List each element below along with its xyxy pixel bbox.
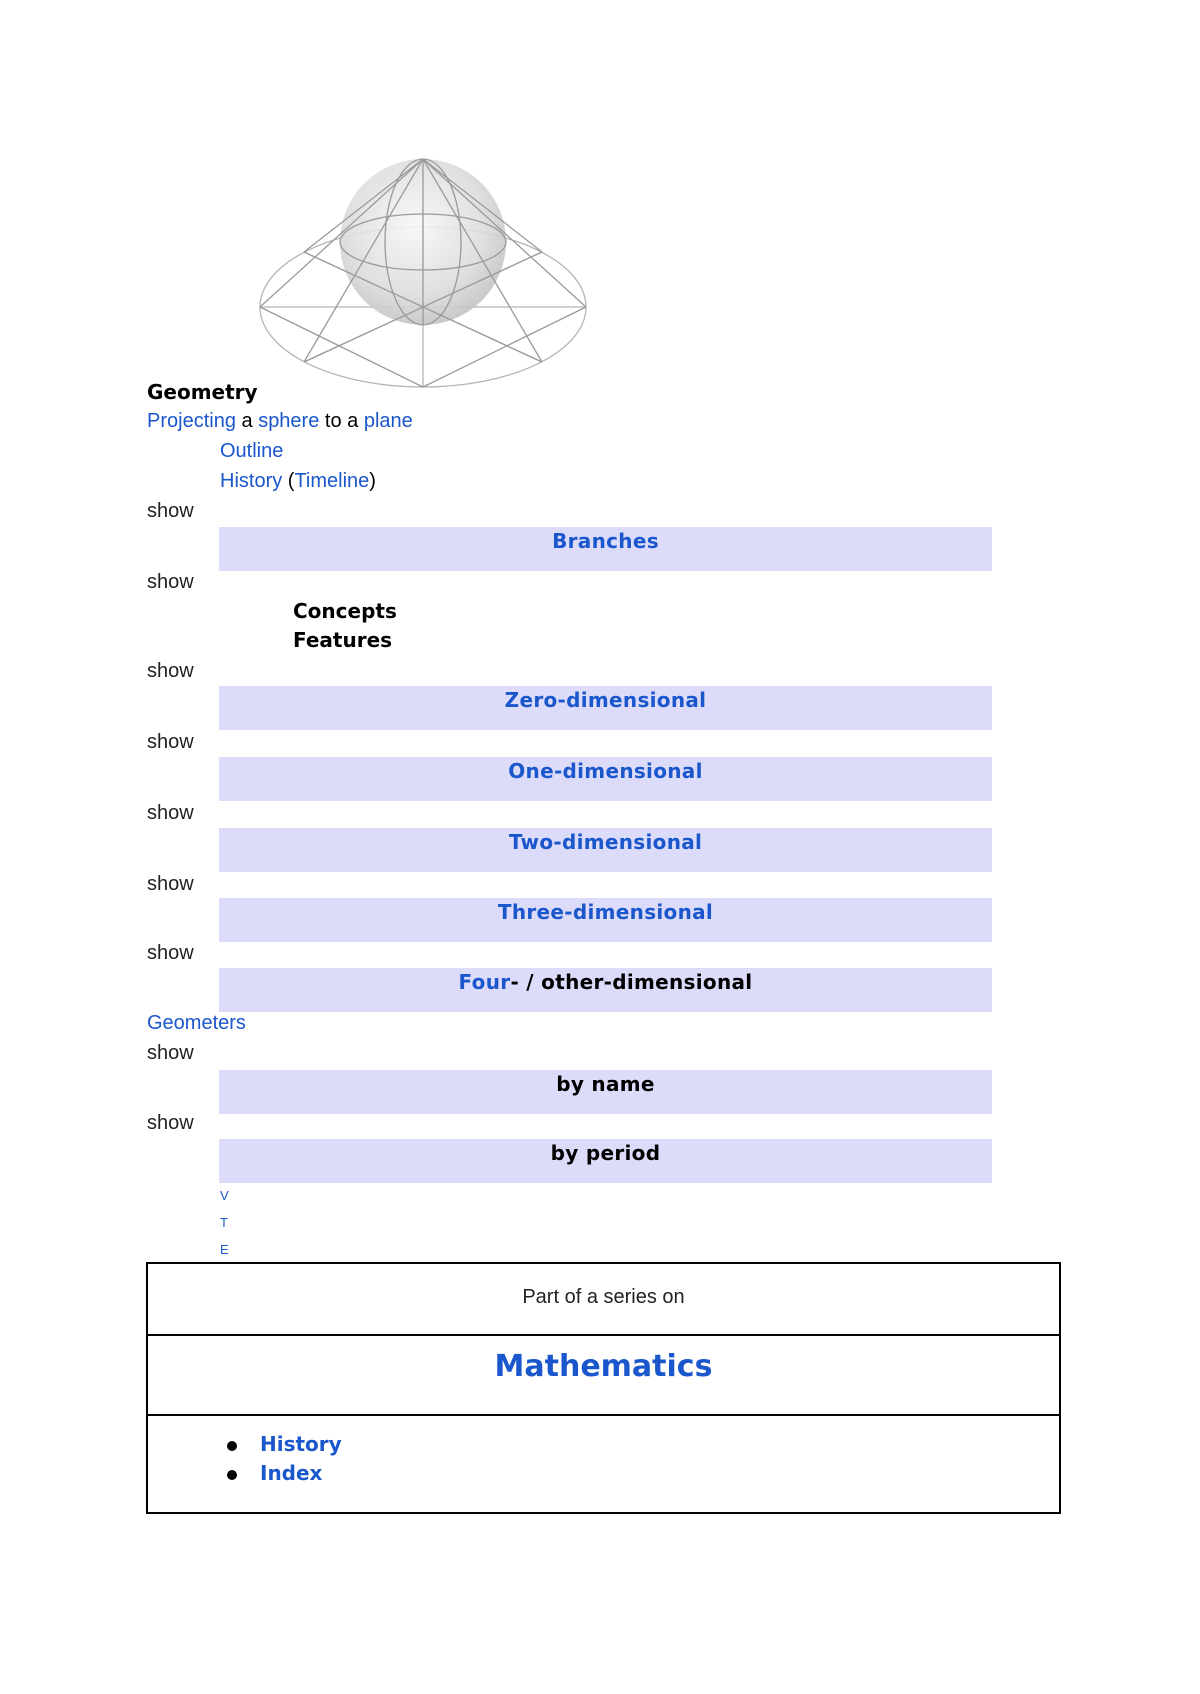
image-caption bbox=[147, 409, 413, 433]
features-label: Features bbox=[293, 628, 393, 652]
list-item bbox=[260, 1459, 1059, 1488]
view-template-link[interactable]: V bbox=[220, 1188, 229, 1203]
plane-link[interactable]: plane bbox=[363, 410, 413, 432]
projecting-link[interactable]: Projecting bbox=[147, 410, 236, 432]
show-toggle-by-name[interactable]: show bbox=[147, 1042, 194, 1064]
infobox-title: Geometry bbox=[147, 380, 258, 404]
zero-dimensional-header bbox=[219, 686, 992, 730]
three-dimensional-link[interactable]: Three-dimensional bbox=[497, 900, 714, 924]
two-dimensional-header bbox=[219, 828, 992, 872]
one-dimensional-header bbox=[219, 757, 992, 801]
caption-text: a bbox=[235, 410, 259, 432]
show-toggle-four-dimensional[interactable]: show bbox=[147, 942, 194, 964]
sphere-projection-illustration bbox=[255, 150, 595, 395]
series-history-link[interactable]: History bbox=[260, 1432, 342, 1456]
by-period-header: by period bbox=[219, 1139, 992, 1183]
show-toggle-zero-dimensional[interactable]: show bbox=[147, 660, 194, 682]
history-link[interactable]: History bbox=[220, 470, 283, 492]
branches-link[interactable]: Branches bbox=[552, 529, 659, 553]
other-dimensional-text: - / other-dimensional bbox=[510, 970, 753, 994]
one-dimensional-link[interactable]: One-dimensional bbox=[508, 759, 703, 783]
paren-open: ( bbox=[282, 470, 295, 492]
caption-text: to a bbox=[319, 410, 364, 432]
geometers-link[interactable]: Geometers bbox=[147, 1012, 246, 1034]
branches-header bbox=[219, 527, 992, 571]
show-toggle-concepts[interactable]: show bbox=[147, 571, 194, 593]
paren-close: ) bbox=[369, 470, 376, 492]
show-toggle-by-period[interactable]: show bbox=[147, 1112, 194, 1134]
series-title-row bbox=[148, 1336, 1059, 1416]
three-dimensional-header bbox=[219, 898, 992, 942]
series-index-link[interactable]: Index bbox=[260, 1461, 323, 1485]
timeline-link[interactable]: Timeline bbox=[294, 470, 370, 492]
sphere-link[interactable]: sphere bbox=[258, 410, 320, 432]
two-dimensional-link[interactable]: Two-dimensional bbox=[508, 830, 703, 854]
by-name-header: by name bbox=[219, 1070, 992, 1114]
show-toggle-two-dimensional[interactable]: show bbox=[147, 802, 194, 824]
geometers-row bbox=[147, 1011, 246, 1035]
talk-template-link[interactable]: T bbox=[220, 1215, 228, 1230]
mathematics-link[interactable]: Mathematics bbox=[494, 1349, 713, 1384]
series-list bbox=[148, 1430, 1059, 1488]
history-link-row bbox=[220, 469, 376, 493]
series-intro: Part of a series on bbox=[148, 1264, 1059, 1336]
list-item bbox=[260, 1430, 1059, 1459]
outline-link[interactable]: Outline bbox=[220, 440, 284, 462]
four-dimensional-link[interactable]: Four bbox=[458, 970, 511, 994]
show-toggle-one-dimensional[interactable]: show bbox=[147, 731, 194, 753]
four-dimensional-header bbox=[219, 968, 992, 1012]
outline-link-row bbox=[220, 439, 283, 463]
concepts-label: Concepts bbox=[293, 599, 397, 623]
series-box bbox=[146, 1262, 1061, 1514]
edit-template-link[interactable]: E bbox=[220, 1242, 229, 1257]
show-toggle-branches[interactable]: show bbox=[147, 500, 194, 522]
show-toggle-three-dimensional[interactable]: show bbox=[147, 873, 194, 895]
zero-dimensional-link[interactable]: Zero-dimensional bbox=[504, 688, 707, 712]
